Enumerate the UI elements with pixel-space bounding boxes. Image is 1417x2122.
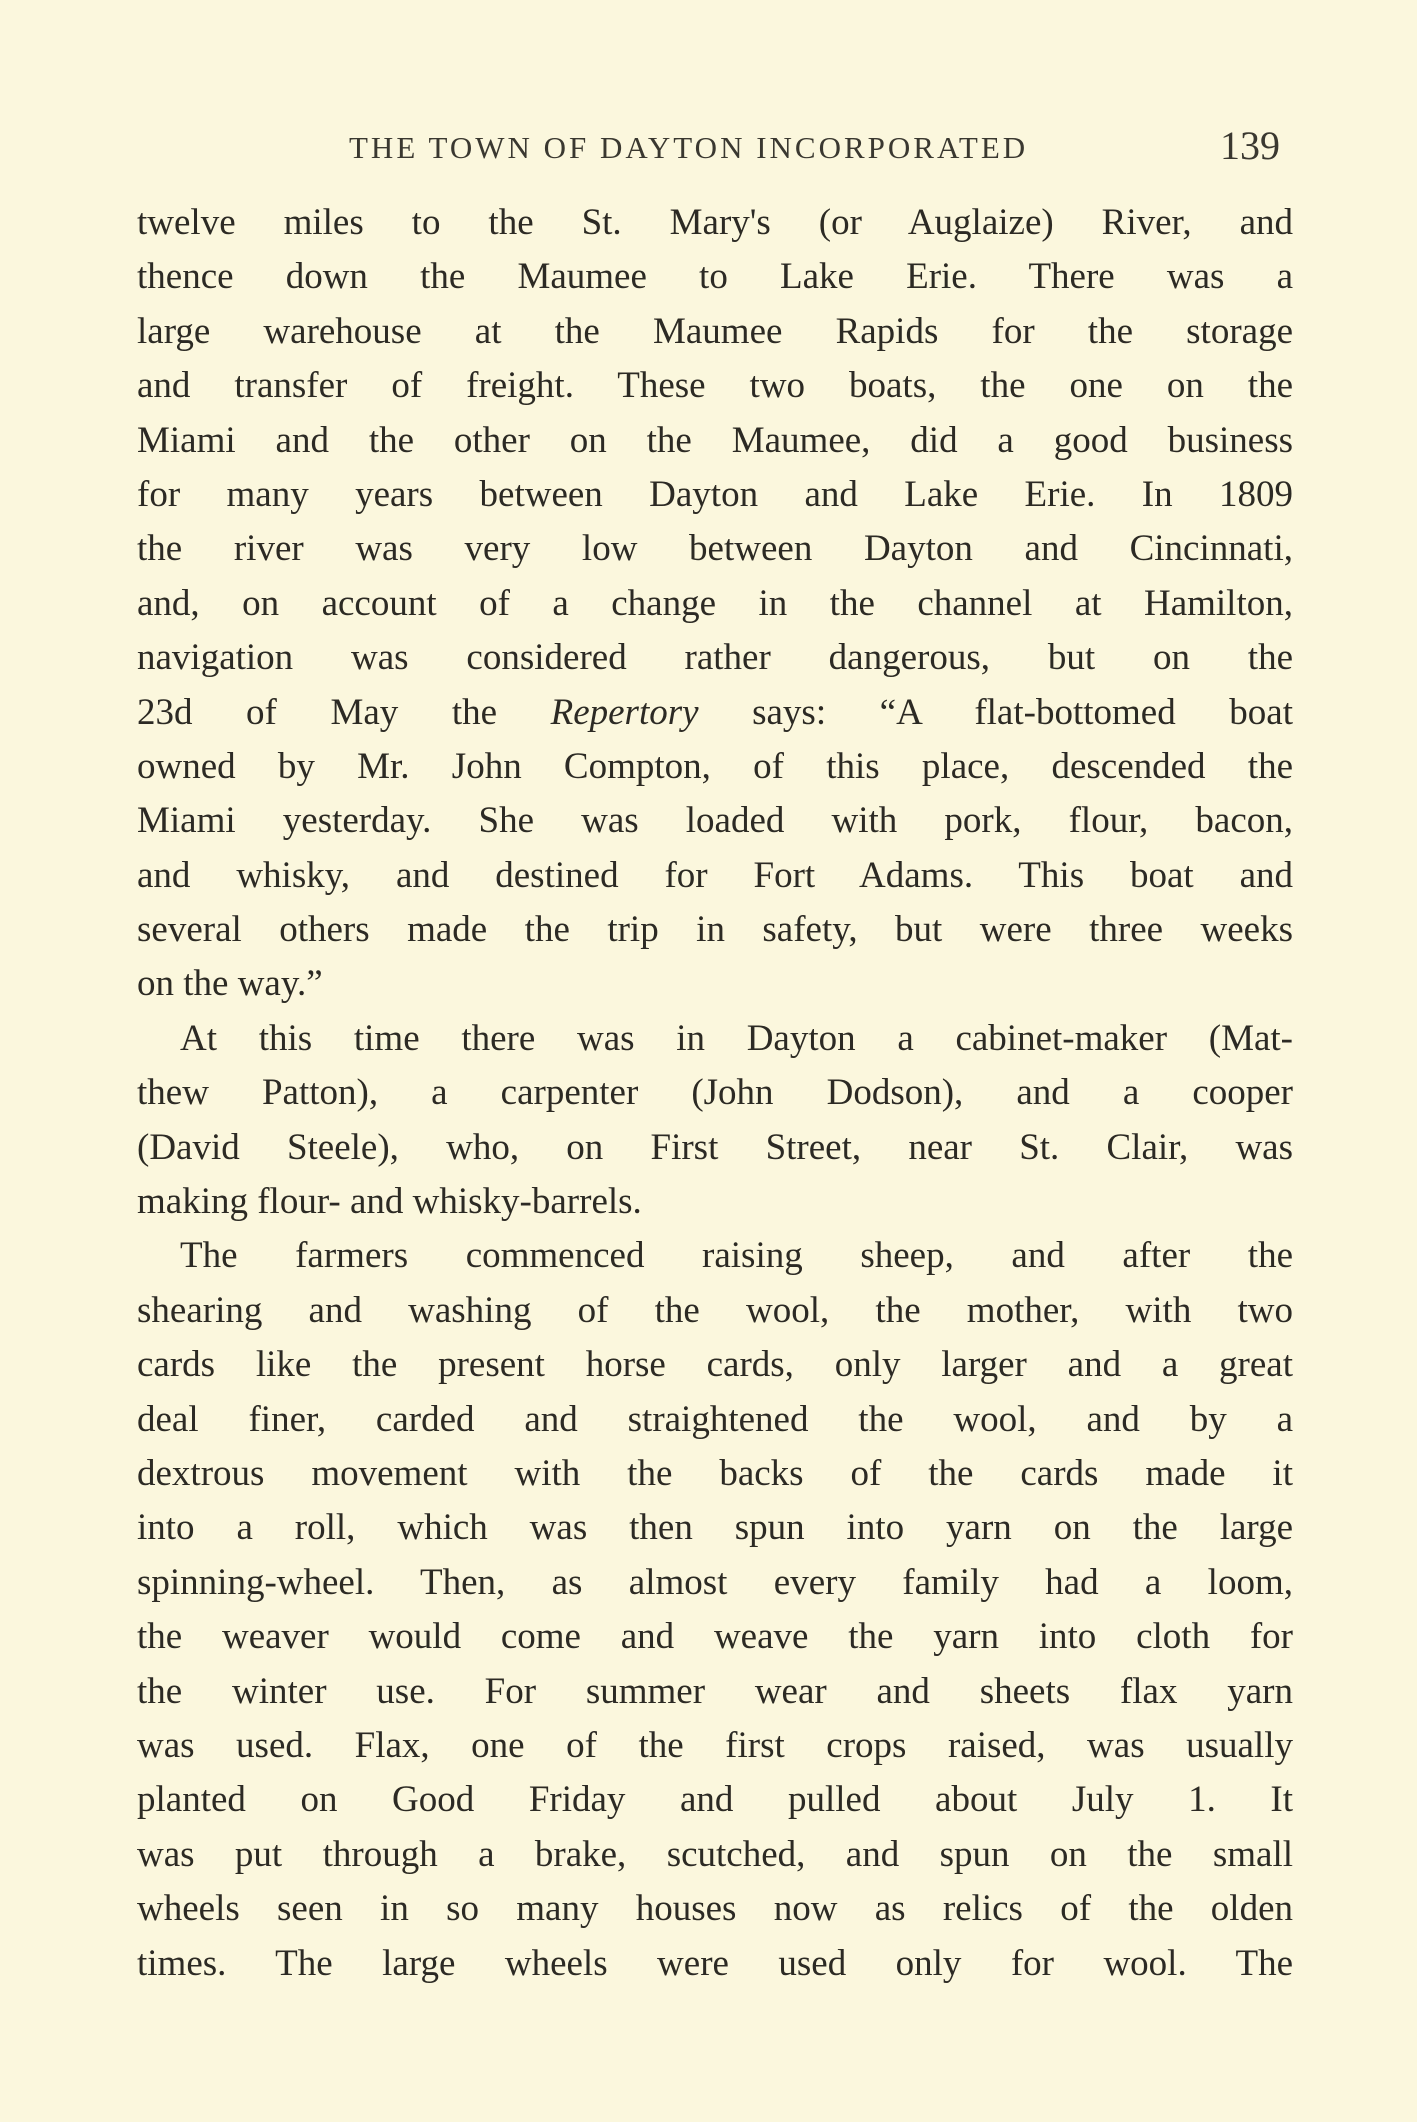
- text-line: thew Patton), a carpenter (John Dodson), and a cooper: [137, 1072, 1293, 1114]
- text-line: on the way.”: [137, 963, 323, 1005]
- text-line: large warehouse at the Maumee Rapids for the storage: [137, 310, 1293, 352]
- text-line: dextrous movement with the backs of the cards made it: [137, 1452, 1293, 1494]
- text-segment: 23d of May the: [137, 691, 551, 733]
- text-line: the winter use. For summer wear and sheets flax yarn: [137, 1670, 1293, 1712]
- paragraph-3: [137, 1229, 1293, 1990]
- text-line: into a roll, which was then spun into yarn on the large: [137, 1507, 1293, 1549]
- text-line: navigation was considered rather dangerous, but on the: [137, 637, 1293, 679]
- running-head: THE TOWN OF DAYTON INCORPORATED: [349, 130, 1029, 165]
- text-line: for many years between Dayton and Lake Erie. In 1809: [137, 473, 1293, 515]
- text-line: the river was very low between Dayton and Cincinnati,: [137, 528, 1293, 570]
- text-line: deal finer, carded and straightened the wool, and by a: [137, 1398, 1293, 1440]
- page-number: 139: [1220, 123, 1280, 168]
- text-line: twelve miles to the St. Mary's (or Auglaize) River, and: [137, 202, 1293, 243]
- text-line: [137, 686, 1293, 740]
- journal-title: Repertory: [550, 691, 699, 733]
- text-line: was used. Flax, one of the first crops raised, was usually: [137, 1724, 1293, 1766]
- body-text: [137, 196, 1293, 1991]
- text-line: times. The large wheels were used only for wool. The: [137, 1942, 1293, 1984]
- page-header: [137, 120, 1280, 180]
- text-line: thence down the Maumee to Lake Erie. There was a: [137, 256, 1293, 298]
- paragraph-2: [137, 1012, 1293, 1230]
- text-line: Miami and the other on the Maumee, did a good business: [137, 419, 1293, 461]
- text-line: the weaver would come and weave the yarn into cloth for: [137, 1616, 1293, 1658]
- text-line: Miami yesterday. She was loaded with pork, flour, bacon,: [137, 800, 1293, 842]
- text-line: (David Steele), who, on First Street, near St. Clair, was: [137, 1126, 1293, 1168]
- text-line: spinning-wheel. Then, as almost every family had a loom,: [137, 1561, 1293, 1603]
- text-line: wheels seen in so many houses now as relics of the olden: [137, 1888, 1293, 1930]
- text-line: At this time there was in Dayton a cabinet-maker (Mat-: [180, 1017, 1293, 1059]
- text-line: and transfer of freight. These two boats, the one on the: [137, 365, 1293, 407]
- text-line: was put through a brake, scutched, and spun on the small: [137, 1833, 1293, 1875]
- text-line: and whisky, and destined for Fort Adams. This boat and: [137, 854, 1293, 896]
- paragraph-1: [137, 196, 1293, 1012]
- text-line: planted on Good Friday and pulled about July 1. It: [137, 1779, 1293, 1821]
- text-line: owned by Mr. John Compton, of this place, descended the: [137, 745, 1293, 787]
- text-line: and, on account of a change in the channel at Hamilton,: [137, 582, 1293, 624]
- text-line: several others made the trip in safety, but were three weeks: [137, 909, 1293, 951]
- text-line: cards like the present horse cards, only larger and a great: [137, 1344, 1293, 1386]
- text-segment: says: “A flat-bottomed boat: [698, 691, 1293, 733]
- text-line: making flour- and whisky-barrels.: [137, 1181, 642, 1223]
- text-line: shearing and washing of the wool, the mother, with two: [137, 1289, 1293, 1331]
- text-line: The farmers commenced raising sheep, and after the: [180, 1235, 1293, 1277]
